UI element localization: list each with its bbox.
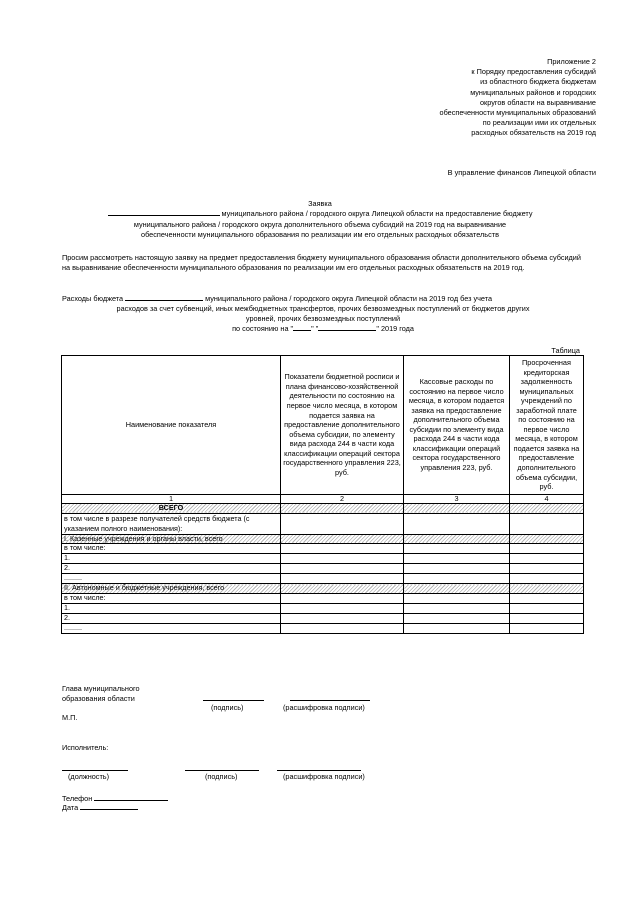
table-row: в том числе:: [62, 544, 584, 554]
table-number-row: 1 2 3 4: [62, 494, 584, 503]
appendix-line: обеспеченности муниципальных образований: [439, 108, 596, 118]
signature-line: [185, 770, 259, 771]
signature-caption: (должность): [68, 772, 110, 781]
date-label: Дата: [62, 803, 138, 812]
signature-line: [203, 700, 264, 701]
request-title: Заявка: [308, 199, 332, 208]
addressee: В управление финансов Липецкой области: [447, 168, 596, 177]
appendix-line: округов области на выравнивание: [479, 97, 596, 107]
appendix-line: из областного бюджета бюджетам: [480, 77, 596, 87]
appendix-line: по реализации ими их отдельных: [482, 118, 596, 128]
signature-caption: (подпись): [211, 703, 244, 712]
table-row: .........: [62, 623, 584, 633]
table-label: Таблица: [551, 346, 580, 355]
executor-label: Исполнитель:: [62, 743, 109, 752]
request-line-1: муниципального района / городского округа Липецкой области на предоставление бюджету: [0, 209, 640, 219]
header-cash-expenses: Кассовые расходы по состоянию на первое число месяца, в котором подается заявка на предоставление дополнительного объема субсидии по элементу вида расхода 244 в части кода классификации операций сектора государственного управления 223, руб.: [404, 356, 510, 495]
expenses-paragraph: Расходы бюджета муниципального района / городского округа Липецкой области на 2019 год без учета расходов за счет субвенций, иных межбюджетных трансфертов, прочих безвозмездных поступлений от бюджетов других уровней, прочих безвозмездных поступлений по состоянию на " " " " 2019 года: [62, 294, 530, 333]
table-row-section2: II. Автономные и бюджетные учреждения, всего: [62, 584, 584, 594]
header-budget-indicators: Показатели бюджетной росписи и плана финансово-хозяйственной деятельности по состоянию на первое число месяца, в котором подается заявка на предоставление дополнительного объема субсидии, по элементу вида расхода 244 в части кода классификации операций сектора государственного управления 223, руб.: [281, 356, 404, 495]
request-line-3: обеспеченности муниципального образования по реализации им его отдельных расходных обязательств: [141, 230, 499, 240]
appendix-line: муниципальных районов и городских: [470, 87, 596, 97]
signature-line: [277, 770, 361, 771]
table-row: 2.: [62, 613, 584, 623]
table-row-recipients: в том числе в разрезе получателей средств бюджета (с указанием полного наименования):: [62, 513, 584, 534]
request-line-2: муниципального района / городского округа дополнительного объема субсидий на 2019 год на выравнивание: [133, 219, 507, 229]
appendix-line: к Порядку предоставления субсидий: [471, 67, 596, 77]
signature-line: [62, 770, 128, 771]
stamp-place-label: М.П.: [62, 713, 78, 722]
appendix-header: [356, 57, 596, 139]
table-row: 1.: [62, 554, 584, 564]
table-row: .........: [62, 574, 584, 584]
header-overdue-debt: Просроченная кредиторская задолженность муниципальных учреждений по заработной плате по состоянию на первое число месяца, в котором подается заявка на предоставление дополнительного объема субсидии, руб.: [510, 356, 584, 495]
table-row: 2.: [62, 564, 584, 574]
appendix-line: расходных обязательств на 2019 год: [471, 128, 596, 138]
table-row: 1.: [62, 603, 584, 613]
table-row-total: ВСЕГО: [62, 503, 584, 513]
signature-caption: (расшифровка подписи): [283, 703, 365, 712]
phone-label: Телефон: [62, 794, 168, 803]
request-paragraph: Просим рассмотреть настоящую заявку на предмет предоставления бюджету муниципального образования области дополнительного объема субсидий на выравнивание обеспеченности муниципального образования по реализации им его отдельных расходных обязательств на 2019 год.: [62, 253, 581, 272]
request-title-block: [0, 199, 640, 241]
signature-caption: (подпись): [205, 772, 238, 781]
request-table: [61, 355, 584, 634]
head-signature-label: Глава муниципального образования области: [62, 684, 140, 703]
signature-line: [290, 700, 370, 701]
signature-caption: (расшифровка подписи): [283, 772, 365, 781]
table-row: в том числе:: [62, 594, 584, 604]
table-header-row: [62, 356, 584, 495]
table-row-section1: I. Казенные учреждения и органы власти, всего: [62, 534, 584, 544]
header-indicator-name: Наименование показателя: [62, 356, 281, 495]
appendix-line: Приложение 2: [547, 57, 596, 66]
